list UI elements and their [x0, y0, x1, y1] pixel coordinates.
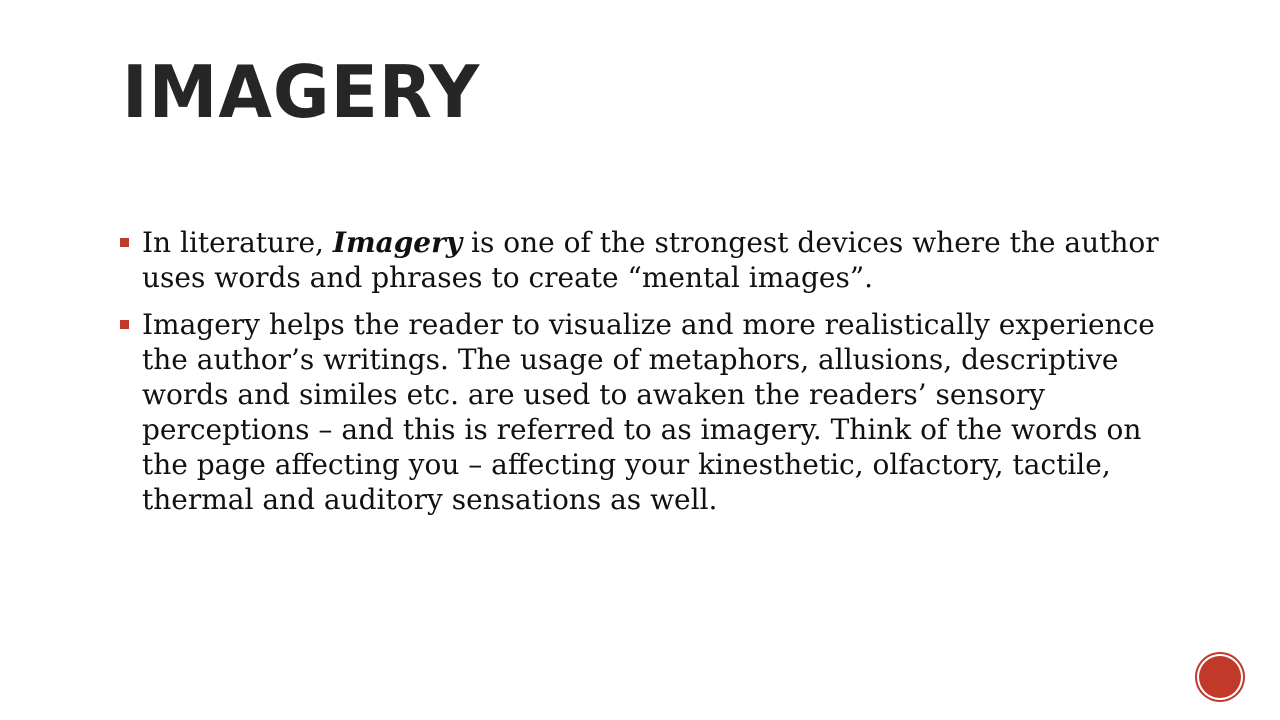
- bullet-item: [120, 225, 1180, 295]
- slide-number-badge: [1197, 654, 1243, 700]
- bullet-item: [120, 307, 1180, 517]
- bullet-list: [120, 225, 1180, 529]
- bullet-emphasis: Imagery: [332, 226, 463, 259]
- slide-title: IMAGERY: [122, 50, 481, 134]
- bullet-text-after: is one of the strongest devices where the author uses words and phrases to create “mental images”.: [142, 226, 1159, 294]
- square-bullet-icon: [120, 238, 129, 247]
- bullet-text-before: In literature,: [142, 226, 333, 259]
- square-bullet-icon: [120, 320, 129, 329]
- bullet-text: Imagery helps the reader to visualize and more realistically experience the author’s writings. The usage of metaphors, allusions, descriptive words and similes etc. are used to awaken the readers’ sensory perceptions – and this is referred to as imagery. Think of the words on the page affecting you – affecting your kinesthetic, olfactory, tactile, thermal and auditory sensations as well.: [142, 308, 1155, 516]
